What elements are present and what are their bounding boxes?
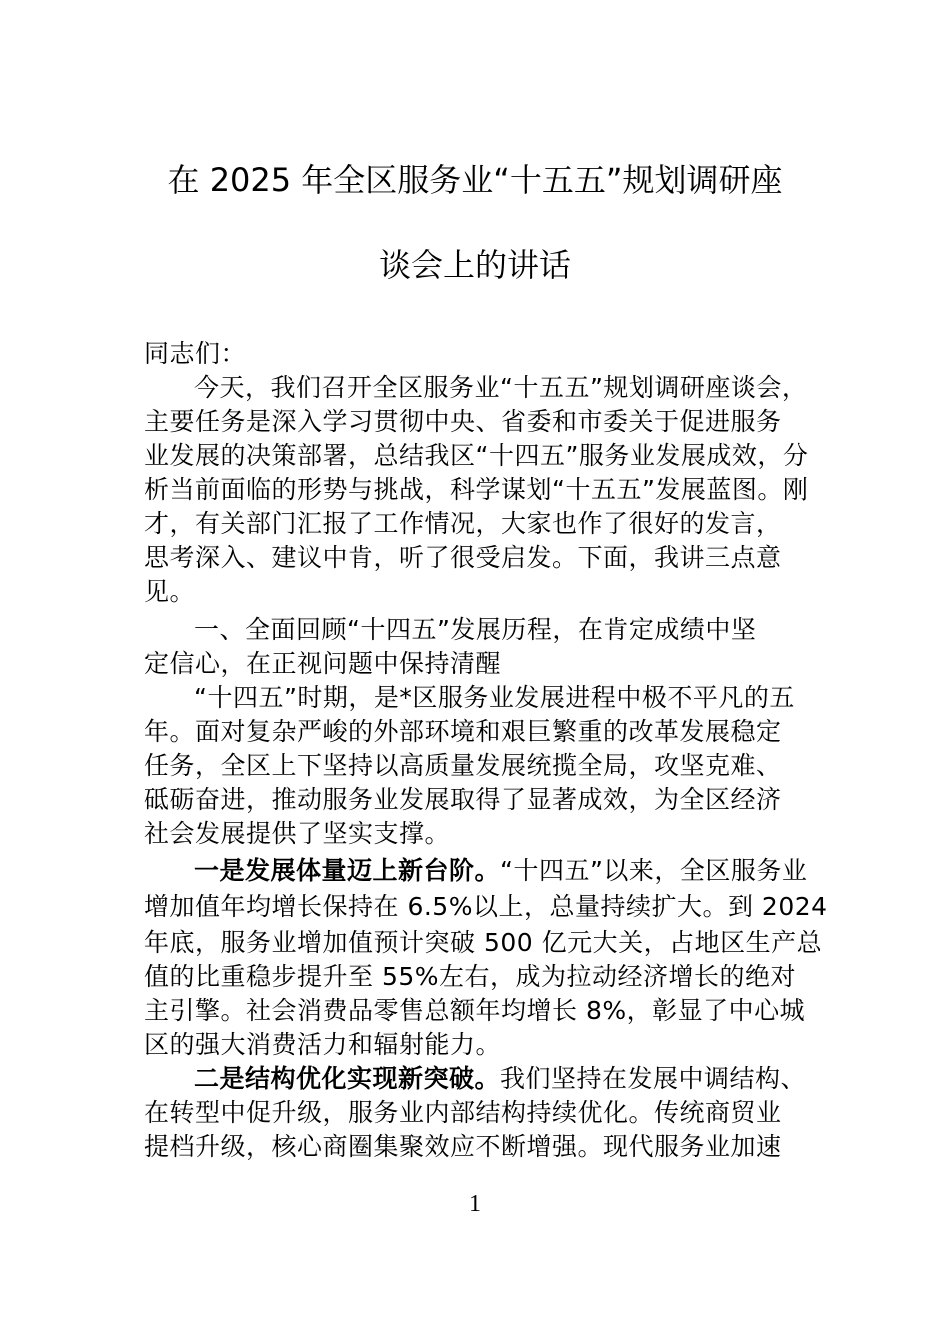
- section-heading-1-line: 一、全面回顾“十四五”发展历程，在肯定成绩中坚: [194, 615, 757, 644]
- paragraph-1-line: 见。: [144, 577, 196, 606]
- paragraph-2-line: 年。面对复杂严峻的外部环境和艰巨繁重的改革发展稳定: [144, 717, 782, 746]
- paragraph-3-line: 主引擎。社会消费品零售总额年均增长 8%，彰显了中心城: [144, 996, 806, 1025]
- paragraph-4-first-line: [144, 1062, 858, 1096]
- paragraph-2-line: 社会发展提供了坚实支撑。: [144, 819, 451, 848]
- document-title-line-1: 在 2025 年全区服务业“十五五”规划调研座: [167, 161, 783, 199]
- paragraph-1-line: 析当前面临的形势与挑战，科学谋划“十五五”发展蓝图。刚: [144, 475, 809, 504]
- paragraph-3-first-rest: “十四五”以来，全区服务业: [500, 856, 808, 885]
- paragraph-2-line: 砥砺奋进，推动服务业发展取得了显著成效，为全区经济: [144, 785, 782, 814]
- paragraph-2-line: 任务，全区上下坚持以高质量发展统揽全局，攻坚克难、: [144, 751, 782, 780]
- paragraph-3-line: 年底，服务业增加值预计突破 500 亿元大关，占地区生产总: [144, 928, 823, 957]
- section-heading-1-line: 定信心，在正视问题中保持清醒: [144, 649, 502, 678]
- paragraph-1-line: 思考深入、建议中肯，听了很受启发。下面，我讲三点意: [144, 543, 782, 572]
- paragraph-4-line: 在转型中促升级，服务业内部结构持续优化。传统商贸业: [144, 1098, 782, 1127]
- paragraph-1-line: 今天，我们召开全区服务业“十五五”规划调研座谈会，: [194, 373, 808, 402]
- page-number: 1: [469, 1191, 481, 1217]
- paragraph-3-lead: 一是发展体量迈上新台阶。: [194, 856, 501, 885]
- salutation: 同志们：: [144, 339, 247, 368]
- paragraph-3-first-line: [144, 854, 858, 888]
- paragraph-4-first-rest: 我们坚持在发展中调结构、: [500, 1064, 807, 1093]
- paragraph-2-line: “十四五”时期，是*区服务业发展进程中极不平凡的五: [194, 683, 795, 712]
- paragraph-3-line: 区的强大消费活力和辐射能力。: [144, 1030, 502, 1059]
- paragraph-4-line: 提档升级，核心商圈集聚效应不断增强。现代服务业加速: [144, 1132, 782, 1161]
- paragraph-3-line: 增加值年均增长保持在 6.5%以上，总量持续扩大。到 2024: [144, 892, 828, 921]
- paragraph-1-line: 才，有关部门汇报了工作情况，大家也作了很好的发言，: [144, 509, 782, 538]
- paragraph-1-line: 业发展的决策部署，总结我区“十四五”服务业发展成效，分: [144, 441, 809, 470]
- paragraph-4-lead: 二是结构优化实现新突破。: [194, 1064, 501, 1093]
- document-title-line-2: 谈会上的讲话: [378, 246, 571, 284]
- paragraph-3-line: 值的比重稳步提升至 55%左右，成为拉动经济增长的绝对: [144, 962, 797, 991]
- paragraph-1-line: 主要任务是深入学习贯彻中央、省委和市委关于促进服务: [144, 407, 782, 436]
